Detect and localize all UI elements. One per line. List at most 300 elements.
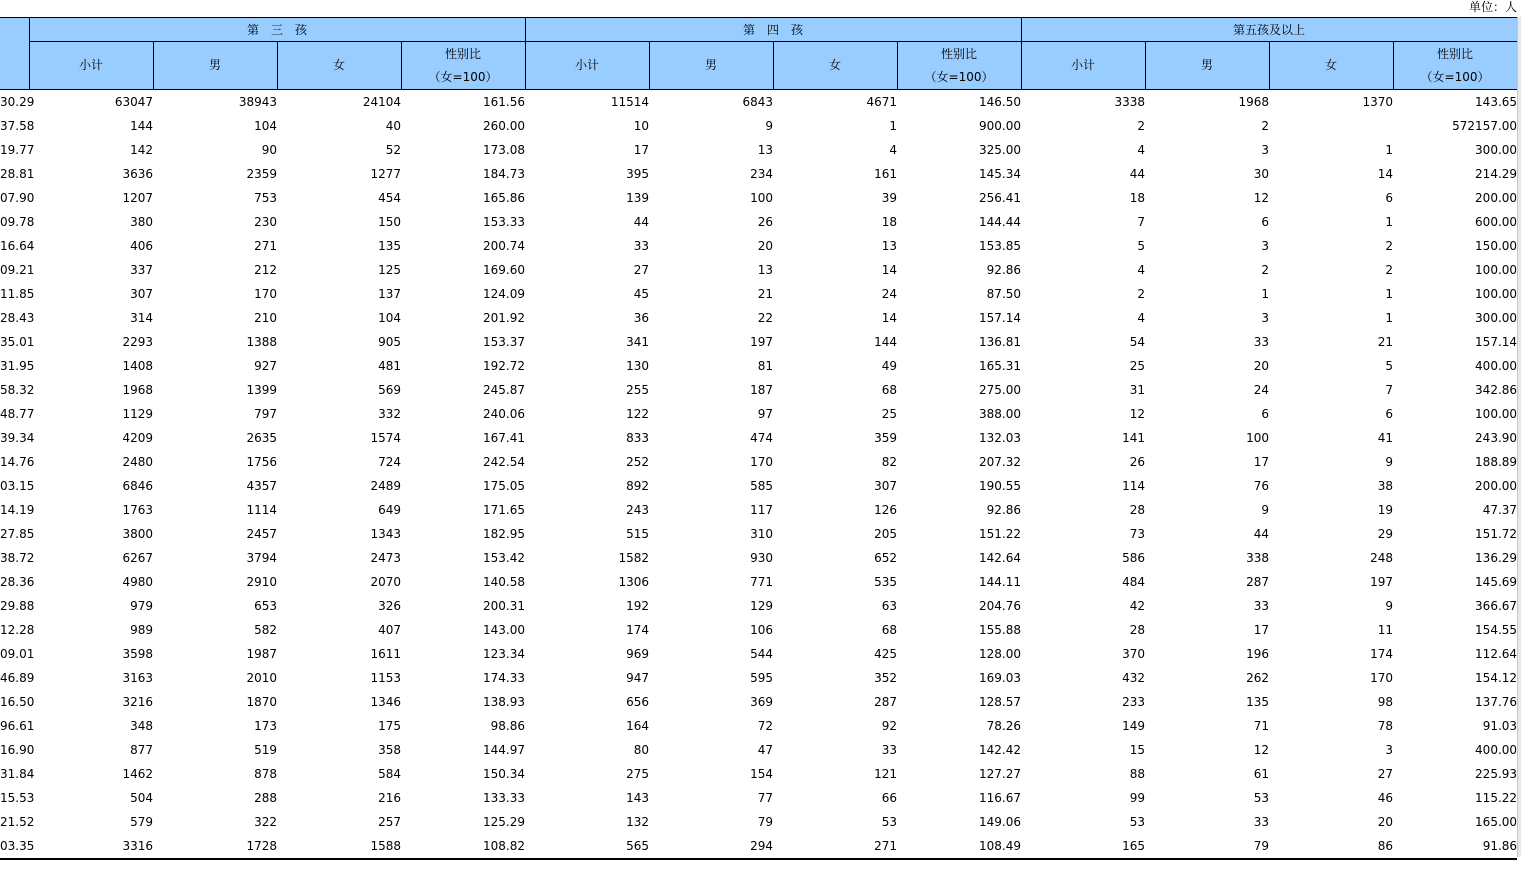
table-cell: 989	[130, 623, 153, 637]
table-cell: 188.89	[1475, 455, 1518, 469]
table-cell: 12	[1253, 191, 1270, 205]
table-row	[0, 666, 1517, 690]
table-cell: 425	[874, 647, 898, 661]
table-cell: 86	[1269, 834, 1393, 859]
table-cell: 200.00	[1475, 479, 1518, 493]
table-cell: 325.00	[979, 143, 1022, 157]
table-cell: 125	[378, 263, 401, 277]
table-cell: 3636	[122, 167, 153, 181]
row-stub-cell: 16.90	[0, 743, 35, 757]
table-cell: 287	[1246, 575, 1270, 589]
table-cell: 771	[750, 575, 774, 589]
table-cell: 9	[1385, 455, 1394, 469]
table-cell: 595	[750, 671, 774, 685]
table-cell: 1582	[618, 551, 650, 565]
table-cell: 1	[889, 119, 898, 133]
table-cell: 200.00	[1475, 191, 1518, 205]
table-cell: 151.72	[1475, 527, 1518, 541]
table-cell: 33	[881, 743, 898, 757]
table-cell: 33	[633, 239, 650, 253]
table-cell: 68	[881, 623, 898, 637]
table-cell: 582	[254, 623, 277, 637]
table-cell: 979	[130, 599, 153, 613]
table-cell: 1763	[122, 503, 153, 517]
table-cell: 122	[626, 407, 650, 421]
table-row	[0, 738, 1517, 762]
table-cell: 44	[633, 215, 650, 229]
table-cell: 11	[1377, 623, 1394, 637]
table-cell: 28	[1129, 623, 1146, 637]
table-cell: 275.00	[979, 383, 1022, 397]
table-cell: 395	[626, 167, 650, 181]
table-cell: 66	[881, 791, 898, 805]
table-cell: 2457	[246, 527, 277, 541]
table-cell: 5	[1385, 359, 1394, 373]
table-cell: 216	[378, 791, 401, 805]
table-cell: 366.67	[1475, 599, 1518, 613]
col-header-male: 男	[1145, 42, 1269, 90]
col-header-female: 女	[773, 42, 897, 90]
table-cell: 80	[633, 743, 650, 757]
table-cell: 294	[649, 834, 773, 859]
table-cell: 11514	[610, 95, 650, 109]
row-stub-cell: 16.64	[0, 239, 35, 253]
table-cell: 252	[626, 455, 650, 469]
table-cell: 36	[633, 311, 650, 325]
row-stub-cell: 09.21	[0, 263, 35, 277]
table-cell: 1114	[246, 503, 277, 517]
table-cell: 369	[750, 695, 774, 709]
table-cell: 10	[633, 119, 650, 133]
table-cell: 98.86	[490, 719, 526, 733]
table-cell: 271	[773, 834, 897, 859]
table-cell: 586	[1122, 551, 1146, 565]
table-cell: 141	[1122, 431, 1146, 445]
col-header-female: 女	[277, 42, 401, 90]
table-cell: 53	[1129, 815, 1146, 829]
table-cell: 12	[1129, 407, 1146, 421]
table-cell: 38	[1377, 479, 1394, 493]
table-cell: 139	[626, 191, 650, 205]
table-row	[0, 90, 1517, 115]
table-cell: 170	[750, 455, 774, 469]
table-cell: 205	[874, 527, 898, 541]
table-cell: 1	[1385, 287, 1394, 301]
table-cell: 169.60	[483, 263, 526, 277]
table-row	[0, 786, 1517, 810]
table-row	[0, 330, 1517, 354]
table-cell: 33	[1253, 335, 1270, 349]
table-cell: 150.00	[1475, 239, 1518, 253]
table-cell: 1370	[1362, 95, 1394, 109]
table-row	[0, 234, 1517, 258]
row-stub-cell: 03.15	[0, 479, 35, 493]
table-cell: 1462	[122, 767, 153, 781]
table-cell: 190.55	[979, 479, 1022, 493]
vertical-scrollbar[interactable]	[1517, 17, 1521, 857]
table-cell: 90	[261, 143, 277, 157]
table-cell: 175	[378, 719, 401, 733]
table-cell: 138.93	[483, 695, 526, 709]
row-stub-cell: 09.01	[0, 647, 35, 661]
row-stub-cell: 31.84	[0, 767, 35, 781]
table-cell: 52	[385, 143, 401, 157]
group-header-row	[0, 18, 1517, 42]
row-stub-cell: 09.78	[0, 215, 35, 229]
table-cell: 49	[881, 359, 898, 373]
table-cell: 155.88	[979, 623, 1022, 637]
table-cell: 171.65	[483, 503, 526, 517]
table-cell: 97	[757, 407, 774, 421]
table-cell: 3216	[122, 695, 153, 709]
table-cell: 2	[1137, 119, 1146, 133]
table-cell: 2	[1261, 119, 1270, 133]
table-cell: 310	[750, 527, 774, 541]
col-header-subtotal: 小计	[29, 42, 153, 90]
table-cell: 121	[874, 767, 898, 781]
table-cell	[1269, 114, 1393, 138]
table-cell: 307	[130, 287, 153, 301]
table-cell: 248	[1370, 551, 1394, 565]
table-cell: 144.44	[979, 215, 1022, 229]
group-header-third-child: 第 三 孩	[29, 18, 525, 42]
table-cell: 585	[750, 479, 774, 493]
table-cell: 4357	[246, 479, 277, 493]
table-cell: 47.37	[1482, 503, 1518, 517]
table-cell: 271	[254, 239, 277, 253]
table-cell: 73	[1129, 527, 1146, 541]
table-cell: 210	[254, 311, 277, 325]
table-row	[0, 210, 1517, 234]
table-cell: 3	[1385, 743, 1394, 757]
table-row	[0, 282, 1517, 306]
table-cell: 1	[1385, 215, 1394, 229]
table-cell: 24	[1253, 383, 1270, 397]
table-cell: 572157.00	[1452, 119, 1518, 133]
table-row	[0, 426, 1517, 450]
data-table	[0, 17, 1518, 860]
table-cell: 104	[378, 311, 401, 325]
table-cell: 207.32	[979, 455, 1022, 469]
table-cell: 79	[757, 815, 774, 829]
table-cell: 9	[1261, 503, 1270, 517]
table-cell: 565	[525, 834, 649, 859]
table-cell: 17	[1253, 623, 1270, 637]
table-row	[0, 138, 1517, 162]
table-cell: 63047	[114, 95, 153, 109]
table-cell: 165.31	[979, 359, 1022, 373]
table-cell: 53	[1253, 791, 1270, 805]
table-cell: 930	[750, 551, 774, 565]
table-cell: 2293	[122, 335, 153, 349]
table-cell: 201.92	[483, 311, 526, 325]
table-cell: 544	[750, 647, 774, 661]
table-cell: 569	[378, 383, 401, 397]
table-cell: 1	[1385, 311, 1394, 325]
row-stub-cell: 14.76	[0, 455, 35, 469]
table-cell: 2489	[370, 479, 401, 493]
table-cell: 2480	[122, 455, 153, 469]
table-cell: 407	[378, 623, 401, 637]
table-cell: 9	[1385, 599, 1394, 613]
row-stub-cell: 46.89	[0, 671, 35, 685]
table-body	[0, 90, 1517, 860]
row-stub-cell: 27.85	[0, 527, 35, 541]
table-row	[0, 402, 1517, 426]
table-cell: 13	[881, 239, 898, 253]
table-cell: 724	[378, 455, 401, 469]
table-cell: 142.42	[979, 743, 1022, 757]
table-cell: 173.08	[483, 143, 526, 157]
col-header-female: 女	[1269, 42, 1393, 90]
table-cell: 6267	[122, 551, 153, 565]
table-cell: 579	[130, 815, 153, 829]
table-cell: 149.06	[979, 815, 1022, 829]
table-cell: 17	[633, 143, 650, 157]
table-cell: 165.00	[1475, 815, 1518, 829]
table-cell: 46	[1377, 791, 1394, 805]
table-cell: 123.34	[483, 647, 526, 661]
table-cell: 358	[378, 743, 401, 757]
column-header-row	[0, 42, 1517, 90]
table-cell: 432	[1122, 671, 1146, 685]
table-cell: 877	[130, 743, 153, 757]
table-cell: 124.09	[483, 287, 526, 301]
row-stub-cell: 29.88	[0, 599, 35, 613]
table-cell: 338	[1246, 551, 1270, 565]
table-cell: 149	[1122, 719, 1146, 733]
table-cell: 1987	[246, 647, 277, 661]
table-cell: 7	[1385, 383, 1394, 397]
table-cell: 212	[254, 263, 277, 277]
table-cell: 79	[1145, 834, 1269, 859]
table-cell: 1756	[246, 455, 277, 469]
table-cell: 182.95	[483, 527, 526, 541]
table-cell: 262	[1246, 671, 1270, 685]
row-stub-cell: 15.53	[0, 791, 35, 805]
table-cell: 165	[1021, 834, 1145, 859]
table-cell: 81	[757, 359, 774, 373]
table-cell: 169.03	[979, 671, 1022, 685]
table-cell: 927	[254, 359, 277, 373]
table-cell: 519	[254, 743, 277, 757]
table-cell: 245.87	[483, 383, 526, 397]
table-cell: 78	[1377, 719, 1394, 733]
table-cell: 116.67	[979, 791, 1022, 805]
col-header-subtotal: 小计	[1021, 42, 1145, 90]
table-cell: 133.33	[483, 791, 526, 805]
table-cell: 2910	[246, 575, 277, 589]
table-cell: 44	[1253, 527, 1270, 541]
table-cell: 240.06	[483, 407, 526, 421]
table-cell: 144	[874, 335, 898, 349]
table-cell: 4209	[122, 431, 153, 445]
table-row	[0, 306, 1517, 330]
table-cell: 136.81	[979, 335, 1022, 349]
table-cell: 20	[757, 239, 774, 253]
col-header-male: 男	[649, 42, 773, 90]
table-cell: 4	[1137, 311, 1146, 325]
table-cell: 27	[1377, 767, 1394, 781]
table-cell: 174	[626, 623, 650, 637]
row-stub-cell: 37.58	[0, 119, 35, 133]
table-cell: 88	[1129, 767, 1146, 781]
table-cell: 153.37	[483, 335, 526, 349]
table-cell: 1588	[277, 834, 401, 859]
table-cell: 900.00	[979, 119, 1022, 133]
table-cell: 1574	[370, 431, 401, 445]
table-cell: 1968	[122, 383, 153, 397]
table-cell: 44	[1129, 167, 1146, 181]
table-cell: 484	[1122, 575, 1146, 589]
table-cell: 3	[1261, 143, 1270, 157]
table-cell: 3163	[122, 671, 153, 685]
table-cell: 14	[1377, 167, 1394, 181]
row-stub-cell: 48.77	[0, 407, 35, 421]
table-cell: 28	[1129, 503, 1146, 517]
table-cell: 142.64	[979, 551, 1022, 565]
table-cell: 126	[874, 503, 898, 517]
table-row	[0, 546, 1517, 570]
table-cell: 288	[254, 791, 277, 805]
table-cell: 22	[757, 311, 774, 325]
table-cell: 6	[1261, 215, 1270, 229]
table-cell: 61	[1253, 767, 1270, 781]
table-cell: 161.56	[483, 95, 526, 109]
table-cell: 6843	[742, 95, 774, 109]
table-cell: 33	[1253, 599, 1270, 613]
table-cell: 164	[626, 719, 650, 733]
table-row	[0, 474, 1517, 498]
table-cell: 92.86	[986, 503, 1022, 517]
table-cell: 3598	[122, 647, 153, 661]
table-cell: 257	[378, 815, 401, 829]
table-cell: 196	[1246, 647, 1270, 661]
table-cell: 19	[1377, 503, 1394, 517]
table-cell: 2359	[246, 167, 277, 181]
table-cell: 132	[626, 815, 650, 829]
table-cell: 146.50	[979, 95, 1022, 109]
table-cell: 3	[1261, 239, 1270, 253]
table-cell: 157.14	[979, 311, 1022, 325]
table-row	[0, 498, 1517, 522]
table-cell: 1870	[246, 695, 277, 709]
table-cell: 4	[1137, 263, 1146, 277]
row-stub-cell: 38.72	[0, 551, 35, 565]
table-cell: 20	[1253, 359, 1270, 373]
table-cell: 129	[750, 599, 774, 613]
table-cell: 38943	[238, 95, 277, 109]
stub-header	[0, 18, 29, 90]
table-cell: 1388	[246, 335, 277, 349]
table-cell: 200.31	[483, 599, 526, 613]
row-stub-cell: 58.32	[0, 383, 35, 397]
table-cell: 144.97	[483, 743, 526, 757]
table-cell: 17	[1253, 455, 1270, 469]
table-cell: 151.22	[979, 527, 1022, 541]
table-cell: 192	[626, 599, 650, 613]
table-row	[0, 690, 1517, 714]
table-cell: 352	[874, 671, 898, 685]
table-cell: 112.64	[1475, 647, 1518, 661]
table-row	[0, 618, 1517, 642]
table-cell: 6	[1261, 407, 1270, 421]
table-cell: 969	[626, 647, 650, 661]
table-cell: 150	[378, 215, 401, 229]
table-cell: 98	[1377, 695, 1394, 709]
table-cell: 2	[1261, 263, 1270, 277]
table-cell: 24104	[362, 95, 401, 109]
table-cell: 243.90	[1475, 431, 1518, 445]
table-cell: 27	[633, 263, 650, 277]
table-cell: 307	[874, 479, 898, 493]
table-cell: 76	[1253, 479, 1270, 493]
table-cell: 233	[1122, 695, 1146, 709]
table-cell: 1343	[370, 527, 401, 541]
table-cell: 200.74	[483, 239, 526, 253]
table-row	[0, 522, 1517, 546]
table-cell: 1968	[1238, 95, 1270, 109]
table-cell: 128.57	[979, 695, 1022, 709]
table-cell: 326	[378, 599, 401, 613]
table-cell: 255	[626, 383, 650, 397]
table-cell: 106	[750, 623, 774, 637]
table-cell: 1399	[246, 383, 277, 397]
table-cell: 91.86	[1393, 834, 1517, 859]
table-cell: 117	[750, 503, 774, 517]
table-cell: 71	[1253, 719, 1270, 733]
table-cell: 174.33	[483, 671, 526, 685]
table-cell: 161	[874, 167, 898, 181]
table-cell: 652	[874, 551, 898, 565]
table-cell: 165.86	[483, 191, 526, 205]
table-cell: 20	[1377, 815, 1394, 829]
table-cell: 154.12	[1475, 671, 1518, 685]
table-cell: 2070	[370, 575, 401, 589]
table-cell: 14	[881, 263, 898, 277]
table-cell: 314	[130, 311, 153, 325]
table-cell: 225.93	[1475, 767, 1518, 781]
table-cell: 135	[1246, 695, 1270, 709]
table-cell: 753	[254, 191, 277, 205]
table-cell: 47	[757, 743, 774, 757]
table-cell: 170	[254, 287, 277, 301]
table-cell: 535	[874, 575, 898, 589]
table-cell: 145.34	[979, 167, 1022, 181]
table-cell: 18	[881, 215, 898, 229]
table-cell: 234	[750, 167, 774, 181]
col-header-sex-ratio: 性别比 （女=100）	[401, 42, 525, 90]
table-cell: 13	[757, 143, 774, 157]
table-cell: 1728	[153, 834, 277, 859]
row-stub-cell: 07.90	[0, 191, 35, 205]
table-cell: 63	[881, 599, 898, 613]
table-cell: 31	[1129, 383, 1146, 397]
table-cell: 504	[130, 791, 153, 805]
table-cell: 481	[378, 359, 401, 373]
table-cell: 406	[130, 239, 153, 253]
table-cell: 7	[1137, 215, 1146, 229]
table-cell: 82	[881, 455, 898, 469]
table-cell: 137	[378, 287, 401, 301]
table-cell: 1129	[122, 407, 153, 421]
table-cell: 300.00	[1475, 311, 1518, 325]
table-cell: 53	[881, 815, 898, 829]
table-cell: 400.00	[1475, 743, 1518, 757]
table-cell: 153.85	[979, 239, 1022, 253]
table-cell: 3316	[29, 834, 153, 859]
table-cell: 2010	[246, 671, 277, 685]
